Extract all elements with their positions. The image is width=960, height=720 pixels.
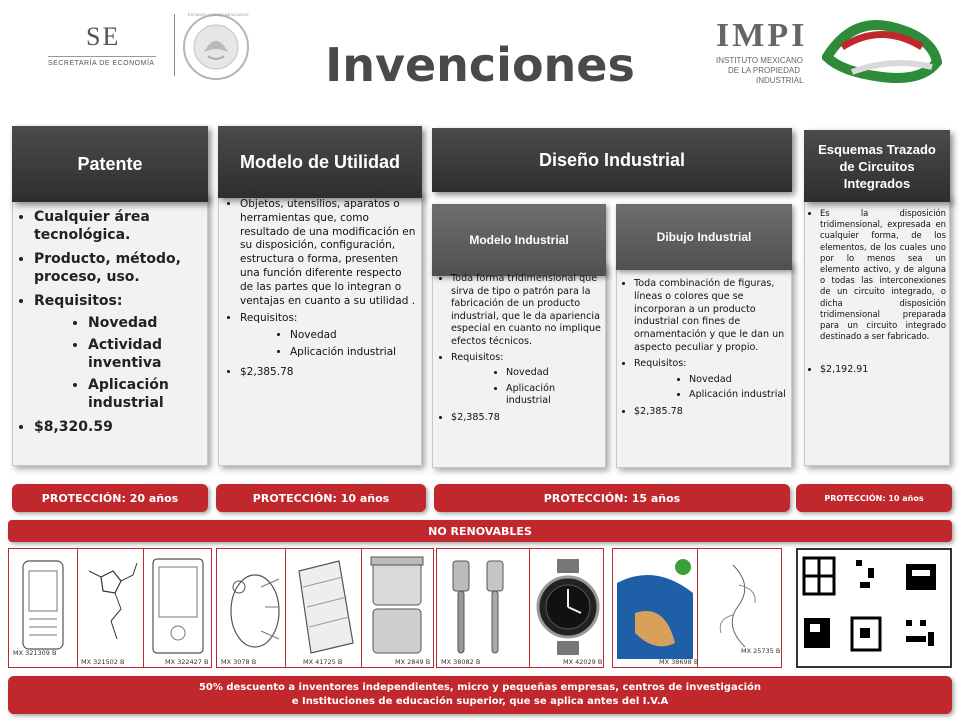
patent-drawings-thumbnail [8,548,212,668]
esquemas-price: • $2,192.91 [820,364,946,375]
razor-icon [443,555,525,659]
chemical-structure-icon [81,557,141,657]
se-logo-text: SE [86,22,121,51]
modelo-industrial-header: Modelo Industrial [432,204,606,276]
patent-number: MX 42029 B [563,658,603,666]
seal-text: ESTADOS UNIDOS MEXICANOS [188,12,249,17]
patente-item: • Cualquier área tecnológica. [34,208,206,244]
discount-footer [8,676,952,714]
dibujo-industrial-header: Dibujo Industrial [616,204,792,270]
patente-item: • Requisitos: [34,292,206,310]
eagle-seal-icon [180,12,252,82]
patent-number: MX 38082 B [441,658,481,666]
no-renovables-bar: NO RENOVABLES [8,520,952,542]
dibujo-industrial-price: • $2,385.78 [634,406,789,419]
container-drawing-icon [365,555,431,659]
se-logo [48,22,160,74]
requisito-item: • Novedad [689,374,789,387]
requisito-item: • Novedad [506,367,602,380]
patente-item: • Producto, método, proceso, uso. [34,250,206,286]
patent-number: MX 321309 B [13,649,57,657]
patent-number: MX 41725 B [303,658,343,666]
patent-number: MX 2849 B [395,658,431,666]
device-drawing-icon [15,557,71,657]
industrial-drawing-thumbnail [612,548,782,668]
utensil-drawing-icon [221,557,283,657]
modelo-utilidad-description: • Objetos, utensilios, aparatos o herramientas que, como resultado de una modificación en su disposición, configuración, estructura o forma, presenten una función diferente respecto de las partes que lo integran o ventajas en cuanto a su utilidad . [240,198,416,308]
modelo-industrial-content [436,273,602,425]
discount-line-2: e Instituciones de educación superior, que se aplica antes del I.V.A [291,696,669,707]
modelo-utilidad-header: Modelo de Utilidad [218,126,422,198]
vertical-divider [174,14,175,76]
impi-line2: DE LA PROPIEDAD [728,66,801,75]
patente-header: Patente [12,126,208,202]
modelo-industrial-req-label: • Requisitos: [451,352,602,365]
industrial-model-thumbnail [436,548,604,668]
patente-proteccion: PROTECCIÓN: 20 años [12,484,208,512]
diseno-header: Diseño Industrial [432,128,792,192]
requisito-item: • Novedad [290,329,416,343]
requisito-item: • Aplicación industrial [88,376,206,412]
modelo-industrial-price: • $2,385.78 [451,412,602,425]
patent-number: MX 322427 B [165,658,209,666]
impi-logo-text: IMPI [716,17,808,54]
patent-number: MX 38698 B [659,658,699,666]
dibujo-industrial-description: • Toda combinación de figuras, líneas o colores que se incorporan a un producto industrial con fines de ornamentación y que le dan un aspecto peculiar y propio. [634,278,789,355]
patente-price: • $8,320.59 [34,418,206,436]
mexico-seal [180,12,252,82]
requisito-item: • Aplicación industrial [290,346,416,360]
esquemas-content [806,208,946,376]
utility-model-thumbnail [216,548,434,668]
esquemas-description: • Es la disposición tridimensional, expresada en cualquier forma, de los elementos, de los cuales uno por lo menos sea un elemento activo, y de alguna o todas las interconexiones de un circuito integrado, o dicha disposición tridimensional preparada para un circuito integrado destinado a ser fabricado. [820,208,946,342]
esquemas-proteccion: PROTECCIÓN: 10 años [796,484,952,512]
esquemas-header: Esquemas Trazado de Circuitos Integrados [804,130,950,202]
modelo-utilidad-req-label: • Requisitos: [240,312,416,326]
requisito-item: • Novedad [88,314,206,332]
impi-line1: INSTITUTO MEXICANO [716,56,803,65]
circuit-layout-icon [798,550,950,666]
page-title: Invenciones [325,38,635,92]
modelo-utilidad-proteccion: PROTECCIÓN: 10 años [216,484,426,512]
patent-number: MX 321502 B [81,658,125,666]
dibujo-industrial-content [619,278,789,419]
discount-line-1: 50% descuento a inventores independientes, micro y pequeñas empresas, centros de investigación [198,682,762,693]
impi-ribbon-icon [822,17,942,87]
requisito-item: • Actividad inventiva [88,336,206,372]
modelo-industrial-description: • Toda forma tridimensional que sirva de tipo o patrón para la fabricación de un producto industrial, que le da apariencia especial en cuanto no implique efectos técnicos. [451,273,602,349]
package-design-icon [615,553,695,663]
ornament-drawing-icon [703,555,779,661]
diseno-proteccion: PROTECCIÓN: 15 años [434,484,790,512]
watch-icon [535,559,601,655]
patent-number: MX 3078 B [221,658,257,666]
circuit-layouts-thumbnail [796,548,952,668]
phone-drawing-icon [147,557,209,657]
patent-number: MX 25735 B [741,647,781,655]
dibujo-industrial-req-label: • Requisitos: [634,358,789,371]
requisito-item: • Aplicación industrial [506,383,602,408]
requisito-item: • Aplicación industrial [689,389,789,402]
impi-logo [710,15,950,87]
modelo-utilidad-price: • $2,385.78 [240,366,416,380]
impi-line3: INDUSTRIAL [756,76,804,85]
se-subtitle: SECRETARÍA DE ECONOMÍA [48,60,155,67]
panel-drawing-icon [289,557,359,657]
modelo-utilidad-content [224,198,416,380]
patente-content [20,208,206,436]
